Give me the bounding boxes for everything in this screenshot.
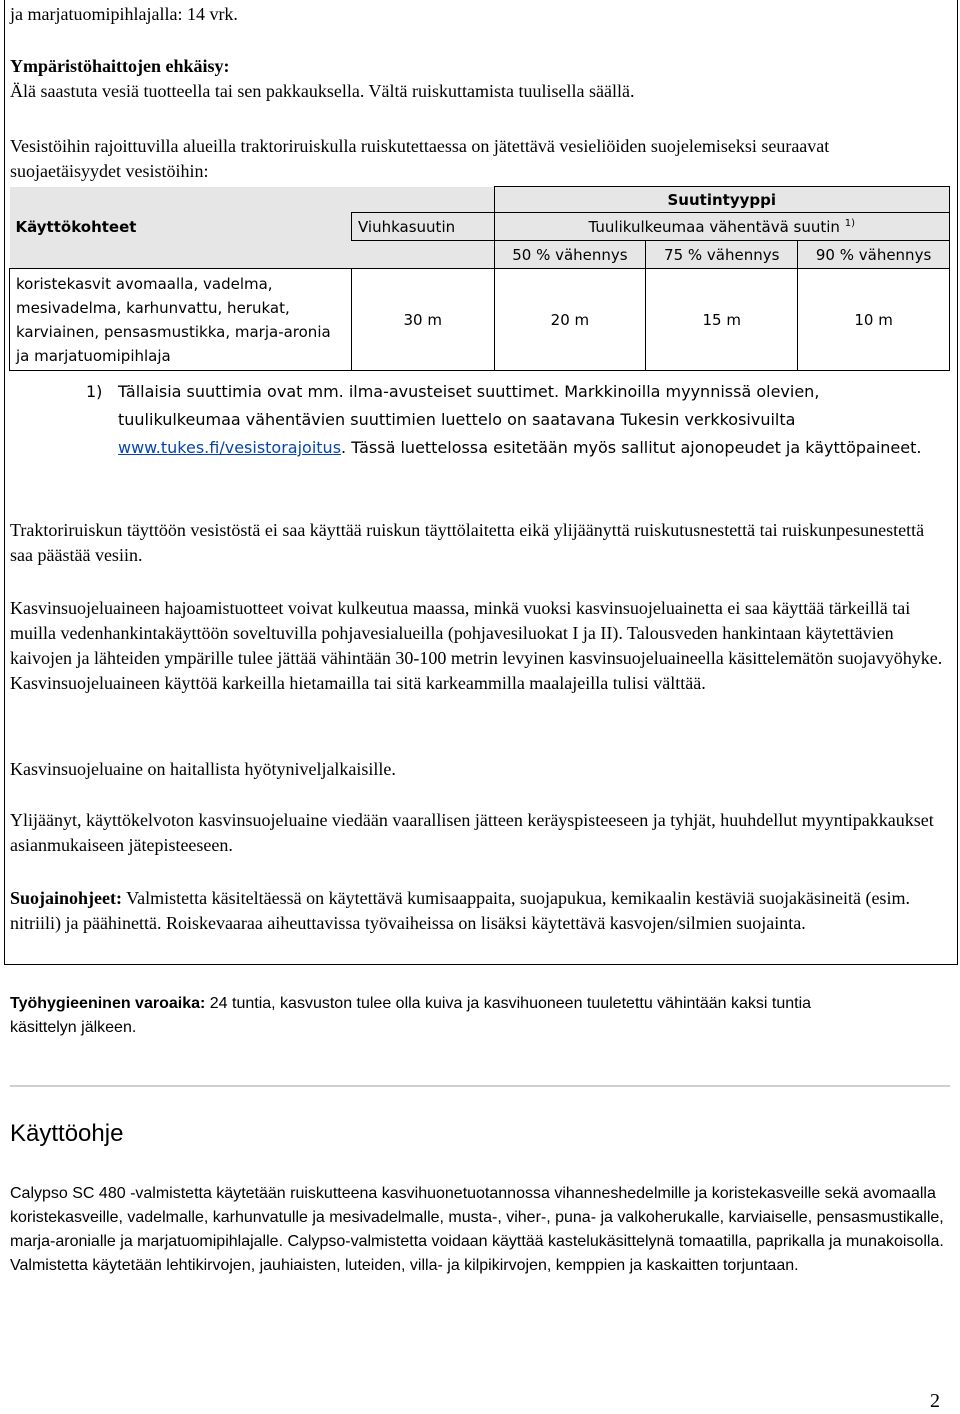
row-label: koristekasvit avomaalla, vadelma, mesivadelma, karhunvattu, herukat, karviainen, pensasmustikka, marja-aronia ja marjatuomipihlaja [10,269,352,371]
header-reduction-50: 50 % vähennys [494,241,646,269]
tukes-link[interactable]: www.tukes.fi/vesistorajoitus [118,438,342,457]
divider [10,1085,950,1087]
paragraph-sprayer-filling: Traktoriruiskun täyttöön vesistöstä ei saa käyttää ruiskun täyttölaitetta eikä ylijäänyttä ruiskutusnestettä tai ruiskunpesunestettä saa päästää vesiin. [10,520,925,565]
header-suutintyyppi: Suutintyyppi [494,187,950,213]
distance-viuhka: 30 m [352,269,495,371]
protection-label: Suojainohjeet: [10,888,122,908]
environment-heading: Ympäristöhaittojen ehkäisy: [10,56,230,76]
footnote: 1) Tällaisia suuttimia ovat mm. ilma-avusteiset suuttimet. Markkinoilla myynnissä olevien, tuulikulkeumaa vähentävien suuttimien luettelo on saatavana Tukesin verkkosivuilta www.tukes.fi/vesistorajoitus. Tässä luettelossa esitetään myös sallitut ajonopeudet ja käyttöpaineet. [86,378,936,462]
top-line: ja marjatuomipihlajalla: 14 vrk. [10,4,238,24]
paragraph-waste: Ylijäänyt, käyttökelvoton kasvinsuojeluaine viedään vaarallisen jätteen keräyspisteeseen ja tyhjät, huuhdellut myyntipakkaukset asianmukaiseen jätepisteeseen. [10,810,934,855]
header-viuhkasuutin: Viuhkasuutin [352,213,495,241]
distance-75: 15 m [646,269,798,371]
header-tuulikulkeuma: Tuulikulkeumaa vähentävä suutin $^{1)}$ [494,213,950,241]
paragraph-protection: Suojainohjeet: Valmistetta käsiteltäessä on käytettävä kumisaappaita, suojapukua, kemikaalin kestäviä suojakäsineitä (esim. nitriili) ja päähinettä. Roiskevaaraa aiheuttavissa työvaiheissa on lisäksi käytettävä kasvojen/silmien suojainta. [10,888,910,933]
hygiene-note: Työhygieeninen varoaika: 24 tuntia, kasvuston tulee olla kuiva ja kasvihuoneen tuuletettu vähintään kaksi tuntia käsittelyn jälkeen. [10,995,812,1036]
distance-50: 20 m [494,269,646,371]
distance-90: 10 m [798,269,950,371]
paragraph-arthropods: Kasvinsuojeluaine on haitallista hyötyniveljalkaisille. [10,759,396,779]
hygiene-label: Työhygieeninen varoaika: [10,995,206,1012]
header-reduction-75: 75 % vähennys [646,241,798,269]
environment-text: Älä saastuta vesiä tuotteella tai sen pakkauksella. Vältä ruiskuttamista tuulisella säällä. [10,81,635,101]
buffer-intro: Vesistöihin rajoittuvilla alueilla traktoriruiskulla ruiskutettaessa on jätettävä vesieliöiden suojelemiseksi seuraavat suojaetäisyydet vesistöihin: [10,136,830,181]
header-kayttokohteet: Käyttökohteet [10,213,352,241]
footnote-number: 1) [86,382,103,401]
environment-section [10,54,950,104]
kaytto-heading: Käyttöohje [10,1120,124,1147]
buffer-zone-table [9,186,950,371]
kaytto-text: Calypso SC 480 -valmistetta käytetään ruiskutteena kasvihuonetuotannossa vihanneshedelmille ja koristekasveille sekä avomaalla koristekasveille, vadelmalle, karhunvatulle ja mesivadelmalle, musta-, viher-, puna- ja valkoherukalle, karviaiselle, pensasmustikalle, marja-aronialle ja marjatuomipihlajalle. Calypso-valmistetta voidaan käyttää kastelukäsittelynä tomaatilla, paprikalla ja munakoisolla. Valmistetta käytetään lehtikirvojen, jauhiaisten, luteiden, villa- ja kilpikirvojen, kemppien ja kaskaitten torjuntaan. [10,1185,944,1274]
page-number: 2 [930,1390,940,1412]
header-reduction-90: 90 % vähennys [798,241,950,269]
paragraph-groundwater: Kasvinsuojeluaineen hajoamistuotteet voivat kulkeutua maassa, minkä vuoksi kasvinsuojeluainetta ei saa käyttää tärkeillä tai muilla vedenhankintakäyttöön soveltuvilla pohjavesialueilla (pohjavesiluokat I ja II). Talousveden hankintaan käytettävien kaivojen ja lähteiden ympärille tulee jättää vähintään 30-100 metrin levyinen kasvinsuojeluaineella käsittelemätön suojavyöhyke. Kasvinsuojeluaineen käyttöä karkeilla hietamailla tai sitä karkeammilla maalajeilla tulisi välttää. [10,598,943,693]
